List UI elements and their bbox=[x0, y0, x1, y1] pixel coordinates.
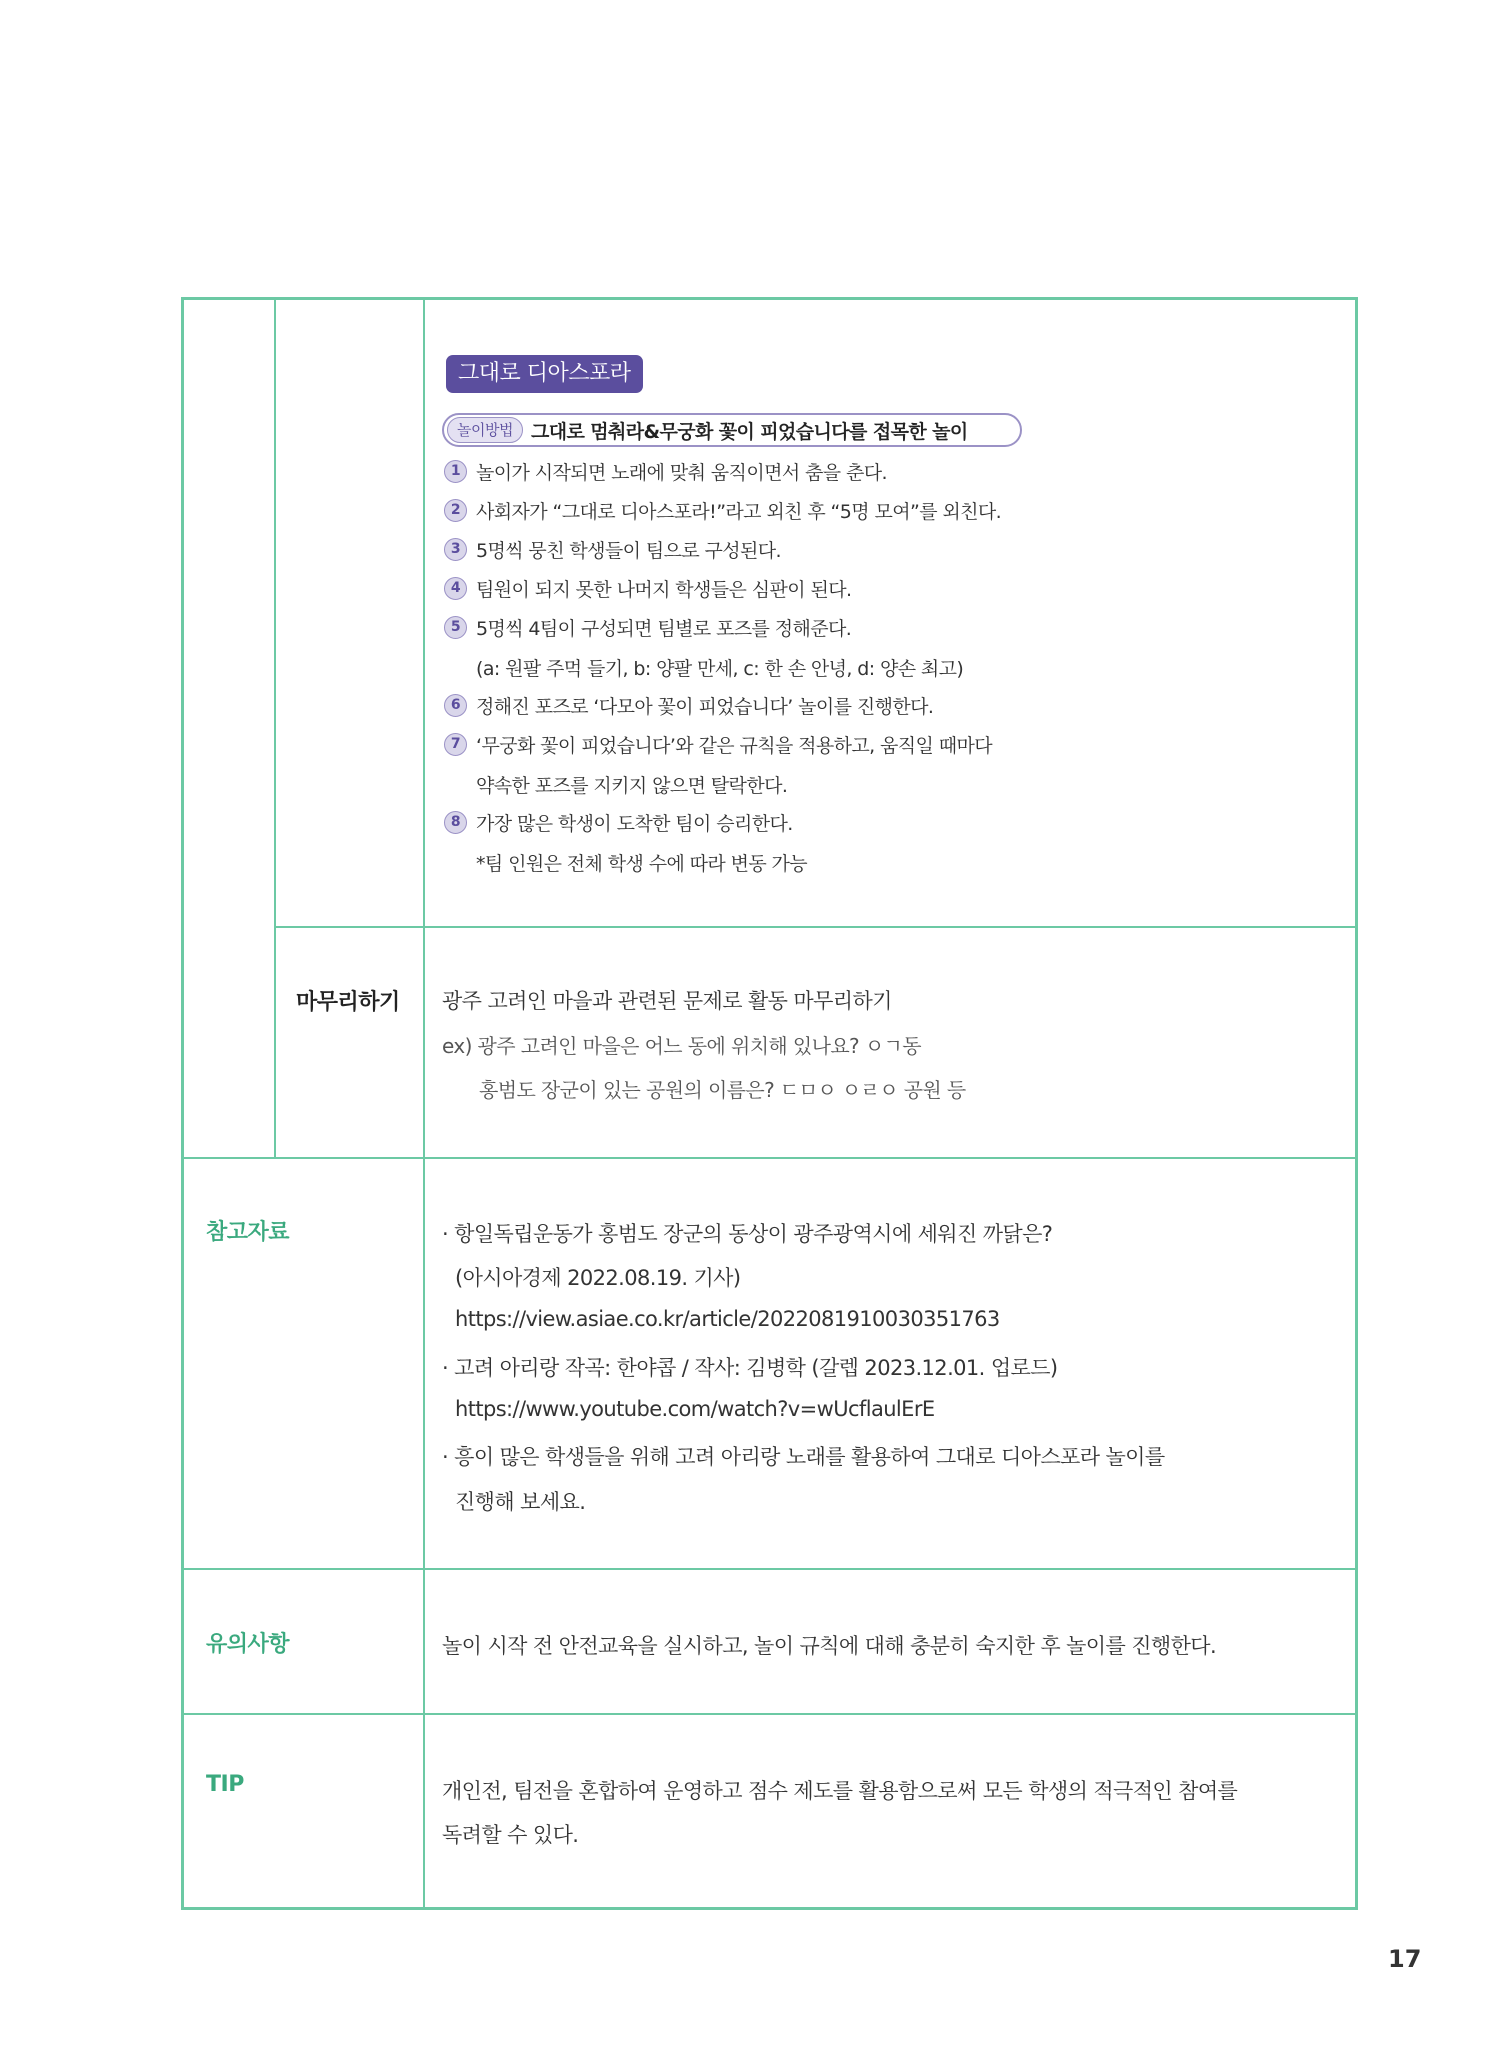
reference-line-6: · 흥이 많은 학생들을 위해 고려 아리랑 노래를 활용하여 그대로 디아스포라 놀이를 bbox=[442, 1445, 1165, 1469]
step-number-badge: 7 bbox=[444, 733, 467, 756]
method-pill bbox=[442, 413, 1022, 447]
step-text: 팀원이 되지 못한 나머지 학생들은 심판이 된다. bbox=[476, 579, 852, 601]
step-number-badge: 8 bbox=[444, 811, 467, 834]
column-divider-1 bbox=[274, 297, 276, 1158]
row-divider-wrapup bbox=[181, 1157, 1358, 1159]
reference-line-7: 진행해 보세요. bbox=[455, 1490, 586, 1514]
step-3 bbox=[444, 536, 781, 563]
step-6 bbox=[444, 692, 933, 719]
column-divider-2 bbox=[423, 297, 425, 1910]
method-description: 그대로 멈춰라&무궁화 꽃이 피었습니다를 접목한 놀이 bbox=[530, 420, 968, 443]
step-5 bbox=[444, 614, 851, 641]
row-divider-game bbox=[274, 926, 1358, 928]
reference-link-1[interactable]: https://view.asiae.co.kr/article/2022081910030351763 bbox=[455, 1307, 1000, 1331]
tip-line-2: 독려할 수 있다. bbox=[442, 1823, 579, 1847]
step-text: 놀이가 시작되면 노래에 맞춰 움직이면서 춤을 춘다. bbox=[476, 462, 887, 484]
step-1 bbox=[444, 458, 887, 485]
step-number-badge: 3 bbox=[444, 538, 467, 561]
wrapup-example-2: 홍범도 장군이 있는 공원의 이름은? ㄷㅁㅇ ㅇㄹㅇ 공원 등 bbox=[479, 1078, 966, 1102]
step-number-badge: 1 bbox=[444, 460, 467, 483]
reference-label: 참고자료 bbox=[206, 1220, 290, 1245]
step-number-badge: 4 bbox=[444, 577, 467, 600]
step-number-badge: 5 bbox=[444, 616, 467, 639]
step-7-continuation: 약속한 포즈를 지키지 않으면 탈락한다. bbox=[476, 775, 788, 797]
tip-line-1: 개인전, 팀전을 혼합하여 운영하고 점수 제도를 활용함으로써 모든 학생의 적극적인 참여를 bbox=[442, 1779, 1238, 1803]
step-text: 가장 많은 학생이 도착한 팀이 승리한다. bbox=[476, 813, 793, 835]
reference-line-2: (아시아경제 2022.08.19. 기사) bbox=[455, 1266, 741, 1290]
reference-line-4: · 고려 아리랑 작곡: 한야콥 / 작사: 김병학 (갈렙 2023.12.01. 업로드) bbox=[442, 1356, 1058, 1380]
step-7 bbox=[444, 731, 992, 758]
method-tag: 놀이방법 bbox=[447, 417, 523, 443]
step-text: 정해진 포즈로 ‘다모아 꽃이 피었습니다’ 놀이를 진행한다. bbox=[476, 696, 934, 718]
page-number: 17 bbox=[1388, 1945, 1422, 1973]
team-size-note: *팀 인원은 전체 학생 수에 따라 변동 가능 bbox=[476, 853, 808, 875]
caution-label: 유의사항 bbox=[206, 1632, 290, 1657]
tip-label: TIP bbox=[206, 1772, 244, 1797]
reference-link-2[interactable]: https://www.youtube.com/watch?v=wUcflaulErE bbox=[455, 1397, 935, 1421]
row-divider-reference bbox=[181, 1568, 1358, 1570]
step-text: 5명씩 4팀이 구성되면 팀별로 포즈를 정해준다. bbox=[476, 618, 852, 640]
wrapup-label: 마무리하기 bbox=[296, 990, 400, 1015]
caution-text: 놀이 시작 전 안전교육을 실시하고, 놀이 규칙에 대해 충분히 숙지한 후 놀이를 진행한다. bbox=[442, 1634, 1217, 1658]
step-text: 사회자가 “그대로 디아스포라!”라고 외친 후 “5명 모여”를 외친다. bbox=[476, 501, 1002, 523]
game-title-badge: 그대로 디아스포라 bbox=[446, 355, 643, 393]
step-4 bbox=[444, 575, 851, 602]
step-2 bbox=[444, 497, 1001, 524]
reference-line-1: · 항일독립운동가 홍범도 장군의 동상이 광주광역시에 세워진 까닭은? bbox=[442, 1222, 1053, 1246]
wrapup-main: 광주 고려인 마을과 관련된 문제로 활동 마무리하기 bbox=[442, 989, 892, 1013]
row-divider-caution bbox=[181, 1713, 1358, 1715]
step-text: ‘무궁화 꽃이 피었습니다’와 같은 규칙을 적용하고, 움직일 때마다 bbox=[476, 735, 993, 757]
step-text: 5명씩 뭉친 학생들이 팀으로 구성된다. bbox=[476, 540, 781, 562]
step-number-badge: 2 bbox=[444, 499, 467, 522]
step-5-detail: (a: 원팔 주먹 들기, b: 양팔 만세, c: 한 손 안녕, d: 양손 최고) bbox=[476, 658, 964, 680]
step-number-badge: 6 bbox=[444, 694, 467, 717]
step-8 bbox=[444, 809, 793, 836]
wrapup-example-1: ex) 광주 고려인 마을은 어느 동에 위치해 있나요? ㅇㄱ동 bbox=[442, 1034, 921, 1058]
